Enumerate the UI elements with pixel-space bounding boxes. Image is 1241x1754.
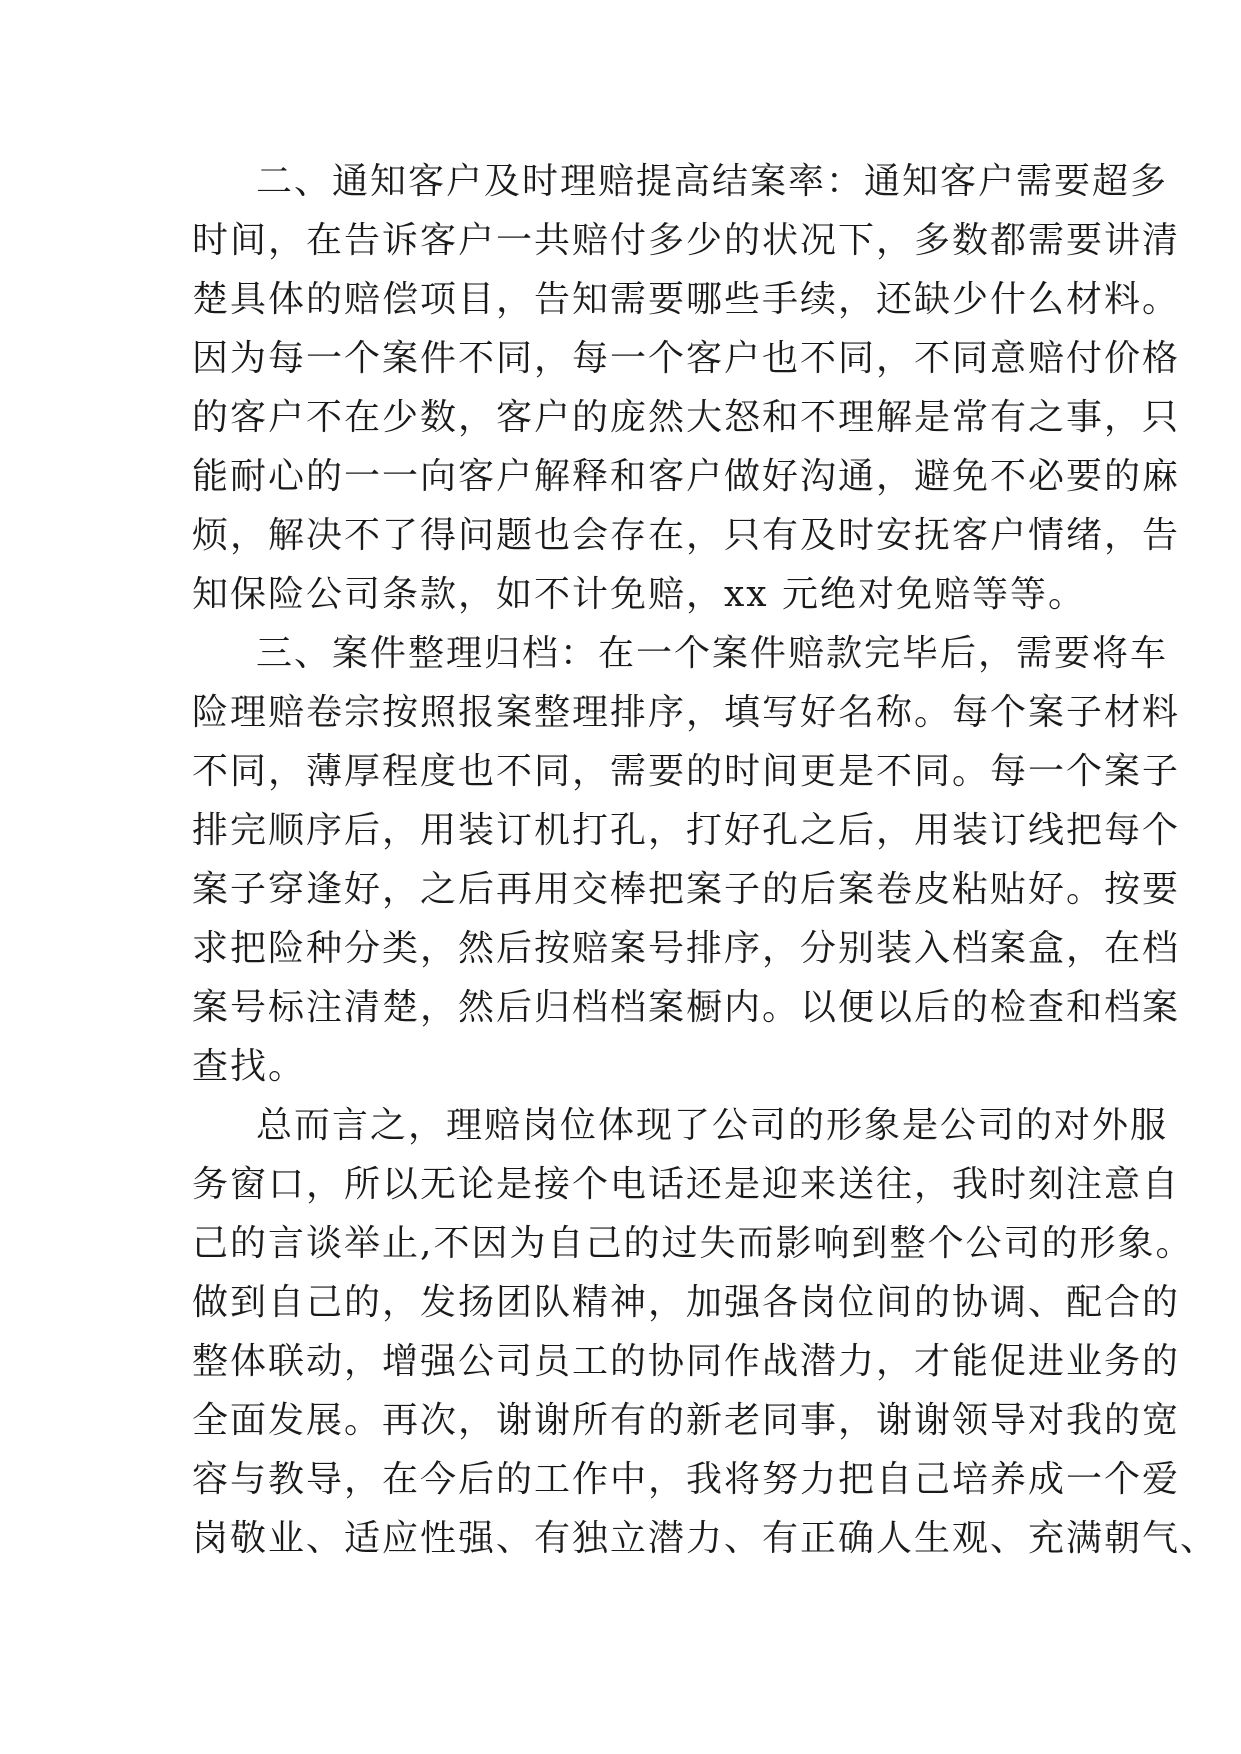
paragraph-section-three: [192, 624, 1181, 1096]
paragraph-section-two: [192, 152, 1181, 624]
text-line: 楚具体的赔偿项目，告知需要哪些手续，还缺少什么材料。: [192, 279, 1181, 320]
text-line: 能耐心的一一向客户解释和客户做好沟通，避免不必要的麻: [192, 456, 1181, 497]
text-line: 案子穿逢好，之后再用交棒把案子的后案卷皮粘贴好。按要: [192, 869, 1181, 910]
text-line: 全面发展。再次，谢谢所有的新老同事，谢谢领导对我的宽: [192, 1400, 1181, 1441]
text-line: 二、通知客户及时理赔提高结案率：通知客户需要超多: [256, 161, 1169, 202]
text-line: 时间，在告诉客户一共赔付多少的状况下，多数都需要讲清: [192, 220, 1181, 261]
text-line: 案号标注清楚，然后归档档案橱内。以便以后的检查和档案: [192, 987, 1181, 1028]
text-line: 岗敬业、适应性强、有独立潜力、有正确人生观、充满朝气、: [192, 1518, 1219, 1559]
text-line: 整体联动，增强公司员工的协同作战潜力，才能促进业务的: [192, 1341, 1181, 1382]
text-line: 务窗口，所以无论是接个电话还是迎来送往，我时刻注意自: [192, 1164, 1181, 1205]
text-line: 查找。: [192, 1046, 307, 1087]
document-body: [192, 152, 1219, 1568]
text-line: 排完顺序后，用装订机打孔，打好孔之后，用装订线把每个: [192, 810, 1181, 851]
text-line: 求把险种分类，然后按赔案号排序，分别装入档案盒，在档: [192, 928, 1181, 969]
text-line: 险理赔卷宗按照报案整理排序，填写好名称。每个案子材料: [192, 692, 1181, 733]
text-line: 烦，解决不了得问题也会存在，只有及时安抚客户情绪，告: [192, 515, 1181, 556]
text-line: 三、案件整理归档：在一个案件赔款完毕后，需要将车: [256, 633, 1169, 674]
text-line: 己的言谈举止,不因为自己的过失而影响到整个公司的形象。: [192, 1223, 1194, 1264]
text-line: 总而言之，理赔岗位体现了公司的形象是公司的对外服: [256, 1105, 1169, 1146]
text-line: 因为每一个案件不同，每一个客户也不同，不同意赔付价格: [192, 338, 1181, 379]
paragraph-conclusion: [192, 1096, 1219, 1568]
text-line: 容与教导，在今后的工作中，我将努力把自己培养成一个爱: [192, 1459, 1181, 1500]
text-line: 不同，薄厚程度也不同，需要的时间更是不同。每一个案子: [192, 751, 1181, 792]
text-line: 的客户不在少数，客户的庞然大怒和不理解是常有之事，只: [192, 397, 1181, 438]
text-line: 做到自己的，发扬团队精神，加强各岗位间的协调、配合的: [192, 1282, 1181, 1323]
text-line: 知保险公司条款，如不计免赔，xx 元绝对免赔等等。: [192, 574, 1087, 615]
